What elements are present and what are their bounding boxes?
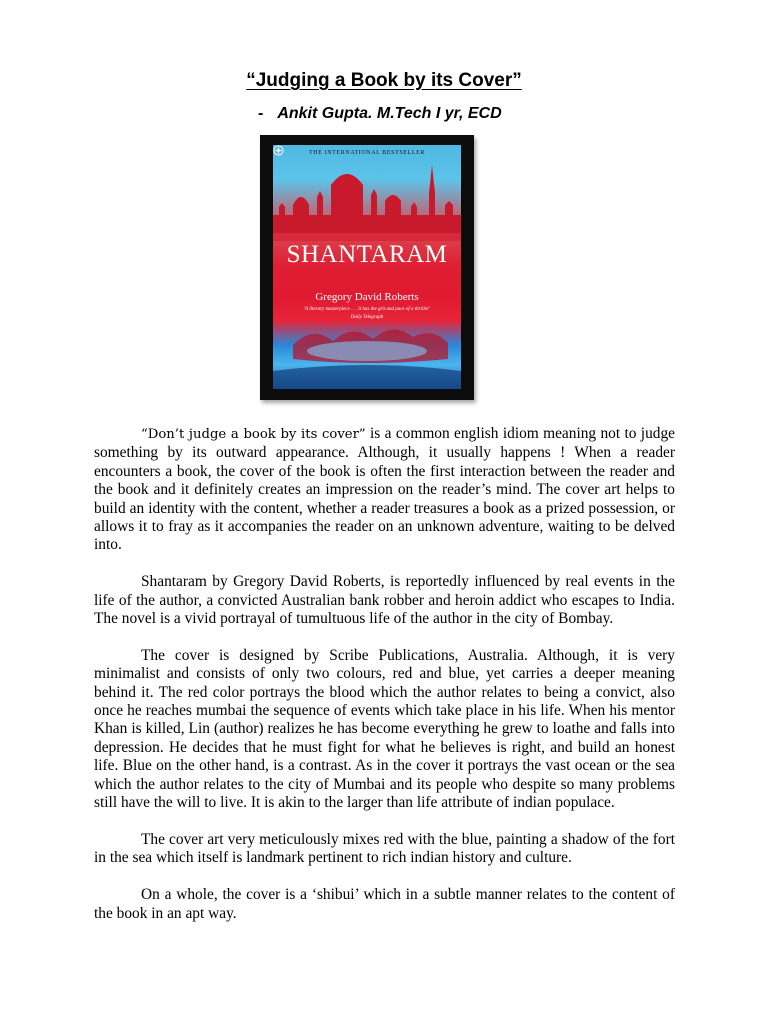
cover-bestseller-text: THE INTERNATIONAL BESTSELLER <box>309 150 425 156</box>
paragraph-3: The cover is designed by Scribe Publications, Australia. Although, it is very minimalist and consists of only two colours, red and blue, yet carries a deeper meaning behind it. The red color portrays the blood which the author relates to being a convict, also once he reaches mumbai the sequence of events which take place in his life. When his mentor Khan is killed, Lin (author) realizes he has become everything he grew to loathe and falls into depression. He decides that he must fight for what he believes is right, and build an honest life. Blue on the other hand, is a contrast. As in the cover it portrays the vast ocean or the sea which the author relates to the city of Mumbai and its people who despite so many problems still have the will to live. It is akin to the larger than life attribute of indian populace. <box>94 646 675 812</box>
emblem-icon <box>273 145 284 156</box>
paragraph-1-text: is a common english idiom meaning not to judge something by its outward appearance. Although, it usually happens ! When a reader encounters a book, the cover of the book is often the first interaction between the reader and the book and it definitely creates an impression on the reader’s mind. The cover art helps to build an identity with the content, whether a reader treasures a book as a prized possession, or allows it to fray as it accompanies the reader on an unknown adventure, waiting to be delved into. <box>94 425 675 554</box>
cover-quote-source: Daily Telegraph <box>350 315 384 320</box>
book-cover-image <box>260 135 474 400</box>
book-cover <box>273 145 461 389</box>
document-title-text: “Judging a Book by its Cover” <box>246 70 522 91</box>
paragraph-4: The cover art very meticulously mixes red with the blue, painting a shadow of the fort in the sea which itself is landmark pertinent to rich indian history and culture. <box>94 830 675 867</box>
cover-quote: 'A literary masterpiece . . . it has the grit and pace of a thriller' <box>303 307 431 312</box>
paragraph-5: On a whole, the cover is a ‘shibui’ which in a subtle manner relates to the content of the book in an apt way. <box>94 886 675 922</box>
article-body <box>94 425 675 941</box>
author-line <box>258 105 502 123</box>
fort-base <box>273 233 461 241</box>
idiom-quote: “Don’t judge a book by its cover” <box>141 427 366 442</box>
cover-author: Gregory David Roberts <box>315 291 419 303</box>
paragraph-1 <box>94 425 675 555</box>
author-dash: - <box>258 105 264 122</box>
fort-silhouette <box>273 165 461 233</box>
water-shore <box>273 365 461 389</box>
paragraph-2: Shantaram by Gregory David Roberts, is reportedly influenced by real events in the life of the author, a convicted Australian bank robber and heroin addict who escapes to India. The novel is a vivid portrayal of tumultuous life of the author in the city of Bombay. <box>94 573 675 628</box>
cover-title: SHANTARAM <box>286 241 448 268</box>
author-name: Ankit Gupta. M.Tech I yr, ECD <box>277 105 502 122</box>
water-glow <box>307 341 427 361</box>
document-title <box>0 70 768 92</box>
